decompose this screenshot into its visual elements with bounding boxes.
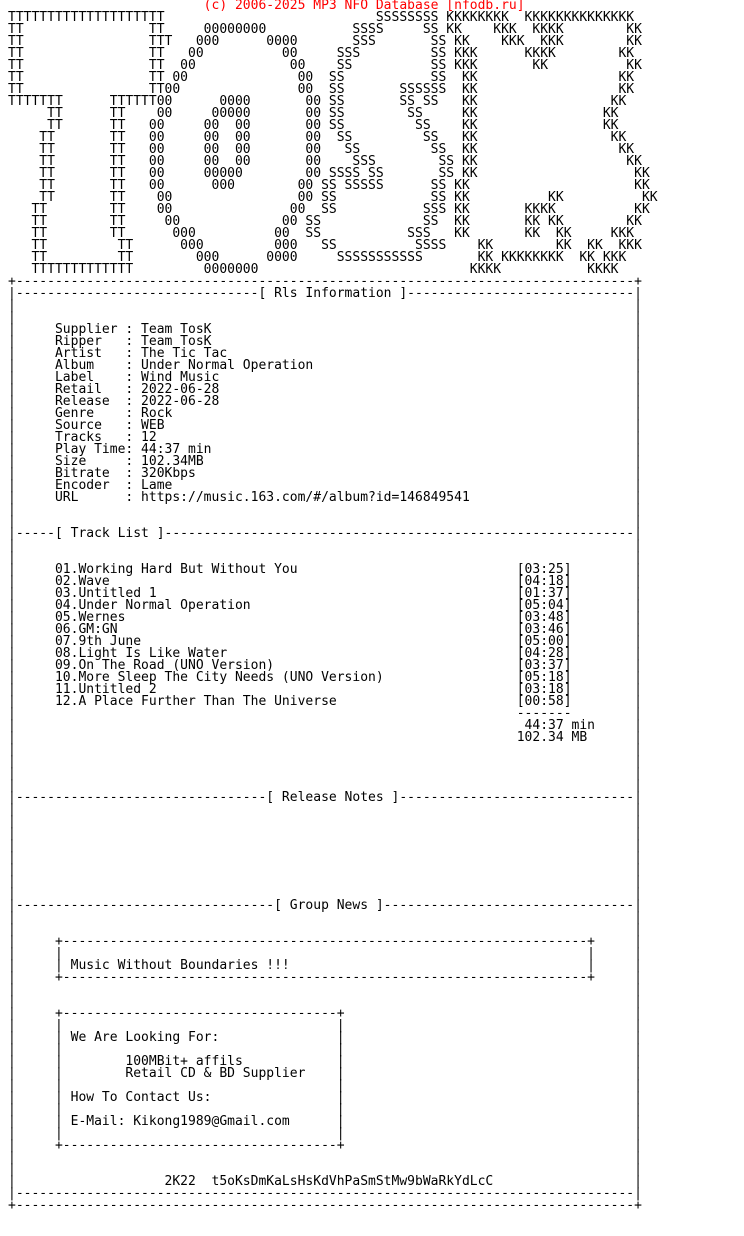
nfo-line: | |	[8, 742, 642, 757]
nfo-line: | | We Are Looking For: | |	[8, 1030, 642, 1045]
track-list-item: | 06.GM:GN [03:46] |	[8, 622, 642, 637]
ascii-logo-line: TT TTT 000 0000 SSS SS KK KKK KKK KK	[8, 34, 642, 49]
nfo-line: | | | |	[8, 1018, 642, 1033]
ascii-logo-line: TT TT 00 00000 00 SS SS KK KK	[8, 106, 619, 121]
ascii-logo-line: TTTTTTTTTTTTT 0000000 KKKK KKKK	[8, 262, 619, 277]
nfo-line: | |	[8, 754, 642, 769]
ascii-logo-line: TTTTTTTTTTTTTTTTTTTT SSSSSSSS KKKKKKKK KKKKKKKKKKKKKK	[8, 10, 635, 25]
ascii-logo-line: TT TT 00 00 SS SS KK KK	[8, 70, 635, 85]
nfo-line: | |	[8, 910, 642, 925]
release-info-field: | Size : 102.34MB |	[8, 454, 642, 469]
track-list-item: | 12.A Place Further Than The Universe [00:58] |	[8, 694, 642, 709]
nfo-line: | |	[8, 922, 642, 937]
nfo-line: | 2K22 t5oKsDmKaLsHsKdVhPaSmStMw9bWaRkYdLcC |	[8, 1174, 642, 1189]
track-list-item: | 07.9th June [05:00] |	[8, 634, 642, 649]
track-list-item: | 02.Wave [04:18] |	[8, 574, 642, 589]
nfo-line: | | | |	[8, 1042, 642, 1057]
release-info-field: | Tracks : 12 |	[8, 430, 642, 445]
nfo-line: | |	[8, 814, 642, 829]
nfo-line: | |	[8, 850, 642, 865]
nfo-line: | | How To Contact Us: | |	[8, 1090, 642, 1105]
ascii-logo-line: TT TT 00 00000 00 SSSS SS SS KK KK	[8, 166, 650, 181]
nfo-document	[8, 0, 658, 1212]
nfo-line: | +-------------------------------------------------------------------+ |	[8, 934, 642, 949]
nfo-line: | | | |	[8, 1126, 642, 1141]
track-list-item: | 10.More Sleep The City Needs (UNO Version) [05:18] |	[8, 670, 642, 685]
nfo-line: | |	[8, 310, 642, 325]
ascii-logo-line: TT TT 00 00 00 00 SS SS KK KK	[8, 130, 627, 145]
ascii-logo-line: TT TT 00 00 SS SS KKK KK KK	[8, 58, 642, 73]
copyright-credit: (c) 2006-2025 MP3 NFO Database [nfodb.ru]	[8, 0, 525, 13]
release-info-field: | Source : WEB |	[8, 418, 642, 433]
nfo-line: | 44:37 min |	[8, 718, 642, 733]
nfo-line: | |	[8, 298, 642, 313]
release-info-field: | Genre : Rock |	[8, 406, 642, 421]
release-info-field: | Retail : 2022-06-28 |	[8, 382, 642, 397]
release-info-field: | Bitrate : 320Kbps |	[8, 466, 642, 481]
track-list-item: | 11.Untitled 2 [03:18] |	[8, 682, 642, 697]
track-list-item: | 09.On The Road (UNO Version) [03:37] |	[8, 658, 642, 673]
track-list-item: | 08.Light Is Like Water [04:28] |	[8, 646, 642, 661]
nfo-body	[8, 276, 658, 1212]
nfo-line: | |	[8, 514, 642, 529]
ascii-logo-line: TT TT 00 00 SS SSS KK KKKK KK	[8, 202, 650, 217]
release-info-field: | Ripper : Team TosK |	[8, 334, 642, 349]
nfo-line: | | E-Mail: Kikong1989@Gmail.com | |	[8, 1114, 642, 1129]
nfo-line: | |	[8, 538, 642, 553]
nfo-line: +-------------------------------------------------------------------------------+	[8, 274, 642, 289]
ascii-logo-line: TT TT 00 00 00 00 SS SS KK KK	[8, 118, 619, 133]
nfo-line: | |	[8, 1150, 642, 1165]
release-info-field: | Label : Wind Music |	[8, 370, 642, 385]
nfo-line: | 102.34 MB |	[8, 730, 642, 745]
section-header-group-news: |---------------------------------[ Group News ]--------------------------------|	[8, 898, 642, 913]
nfo-line: | |	[8, 502, 642, 517]
nfo-line: | |	[8, 826, 642, 841]
nfo-line: | +-----------------------------------+ |	[8, 1006, 642, 1021]
ascii-logo-line: TTTTTTT TTTTTT00 0000 00 SS SS SS KK KK	[8, 94, 627, 109]
ascii-logo-line: TT TT 00 00 SS SS KK KK KK	[8, 190, 658, 205]
nfo-line: | | Retail CD & BD Supplier | |	[8, 1066, 642, 1081]
ascii-logo-line: TT TT 00 00 00 00 SSS SS KK KK	[8, 154, 642, 169]
nfo-line: | |	[8, 766, 642, 781]
nfo-line: | |	[8, 550, 642, 565]
tosk-ascii-logo	[8, 12, 658, 276]
track-list-item: | 05.Wernes [03:48] |	[8, 610, 642, 625]
nfo-line: | | | |	[8, 1078, 642, 1093]
nfo-line: | +-----------------------------------+ |	[8, 1138, 642, 1153]
section-header-rls-information: |-------------------------------[ Rls Information ]-----------------------------|	[8, 286, 642, 301]
section-header-release-notes: |--------------------------------[ Release Notes ]------------------------------|	[8, 790, 642, 805]
ascii-logo-line: TT TT 00000000 SSSS SS KK KKK KKKK KK	[8, 22, 642, 37]
nfo-line: | |	[8, 802, 642, 817]
ascii-logo-line: TT TT 000 000 SS SSSS KK KK KK KKK	[8, 238, 642, 253]
nfo-line: | |	[8, 1162, 642, 1177]
ascii-logo-line: TT TT 00 00 SSS SS KKK KKKK KK	[8, 46, 635, 61]
nfo-line: | ------- |	[8, 706, 642, 721]
ascii-logo-line: TT TT 000 0000 SSSSSSSSSSS KK KKKKKKKK KK KKK	[8, 250, 627, 265]
track-list-item: | 04.Under Normal Operation [05:04] |	[8, 598, 642, 613]
release-info-field: | Release : 2022-06-28 |	[8, 394, 642, 409]
nfo-line: | |	[8, 874, 642, 889]
nfo-line: +-------------------------------------------------------------------------------+	[8, 1198, 642, 1213]
nfo-line: | | | |	[8, 1102, 642, 1117]
nfo-line: |-------------------------------------------------------------------------------|	[8, 1186, 642, 1201]
nfo-line: | |	[8, 778, 642, 793]
ascii-logo-line: TT TT 000 00 SS SSS KK KK KK KKK	[8, 226, 635, 241]
track-list-item: | 03.Untitled 1 [01:37] |	[8, 586, 642, 601]
track-list-item: | 01.Working Hard But Without You [03:25] |	[8, 562, 642, 577]
nfo-line: | | 100MBit+ affils | |	[8, 1054, 642, 1069]
ascii-logo-line: TT TT 00 00 00 00 SS SS KK KK	[8, 142, 635, 157]
nfo-line: | |	[8, 838, 642, 853]
release-info-field: | Play Time: 44:37 min |	[8, 442, 642, 457]
nfo-line: | |	[8, 994, 642, 1009]
ascii-logo-line: TT TT00 00 SS SSSSSS KK KK	[8, 82, 635, 97]
release-info-field: | Album : Under Normal Operation |	[8, 358, 642, 373]
release-info-field: | Supplier : Team TosK |	[8, 322, 642, 337]
ascii-logo-line: TT TT 00 00 SS SS KK KK KK KK	[8, 214, 642, 229]
section-header-track-list: |-----[ Track List ]------------------------------------------------------------|	[8, 526, 642, 541]
nfo-line: | | Music Without Boundaries !!! | |	[8, 958, 642, 973]
release-info-field: | URL : https://music.163.com/#/album?id=146849541 |	[8, 490, 642, 505]
nfo-line: | |	[8, 982, 642, 997]
nfo-line: | |	[8, 886, 642, 901]
nfo-line: | | | |	[8, 946, 642, 961]
release-info-field: | Artist : The Tic Tac |	[8, 346, 642, 361]
nfo-line: | |	[8, 862, 642, 877]
nfo-line: | +-------------------------------------------------------------------+ |	[8, 970, 642, 985]
release-info-field: | Encoder : Lame |	[8, 478, 642, 493]
ascii-logo-line: TT TT 00 000 00 SS SSSSS SS KK KK	[8, 178, 650, 193]
